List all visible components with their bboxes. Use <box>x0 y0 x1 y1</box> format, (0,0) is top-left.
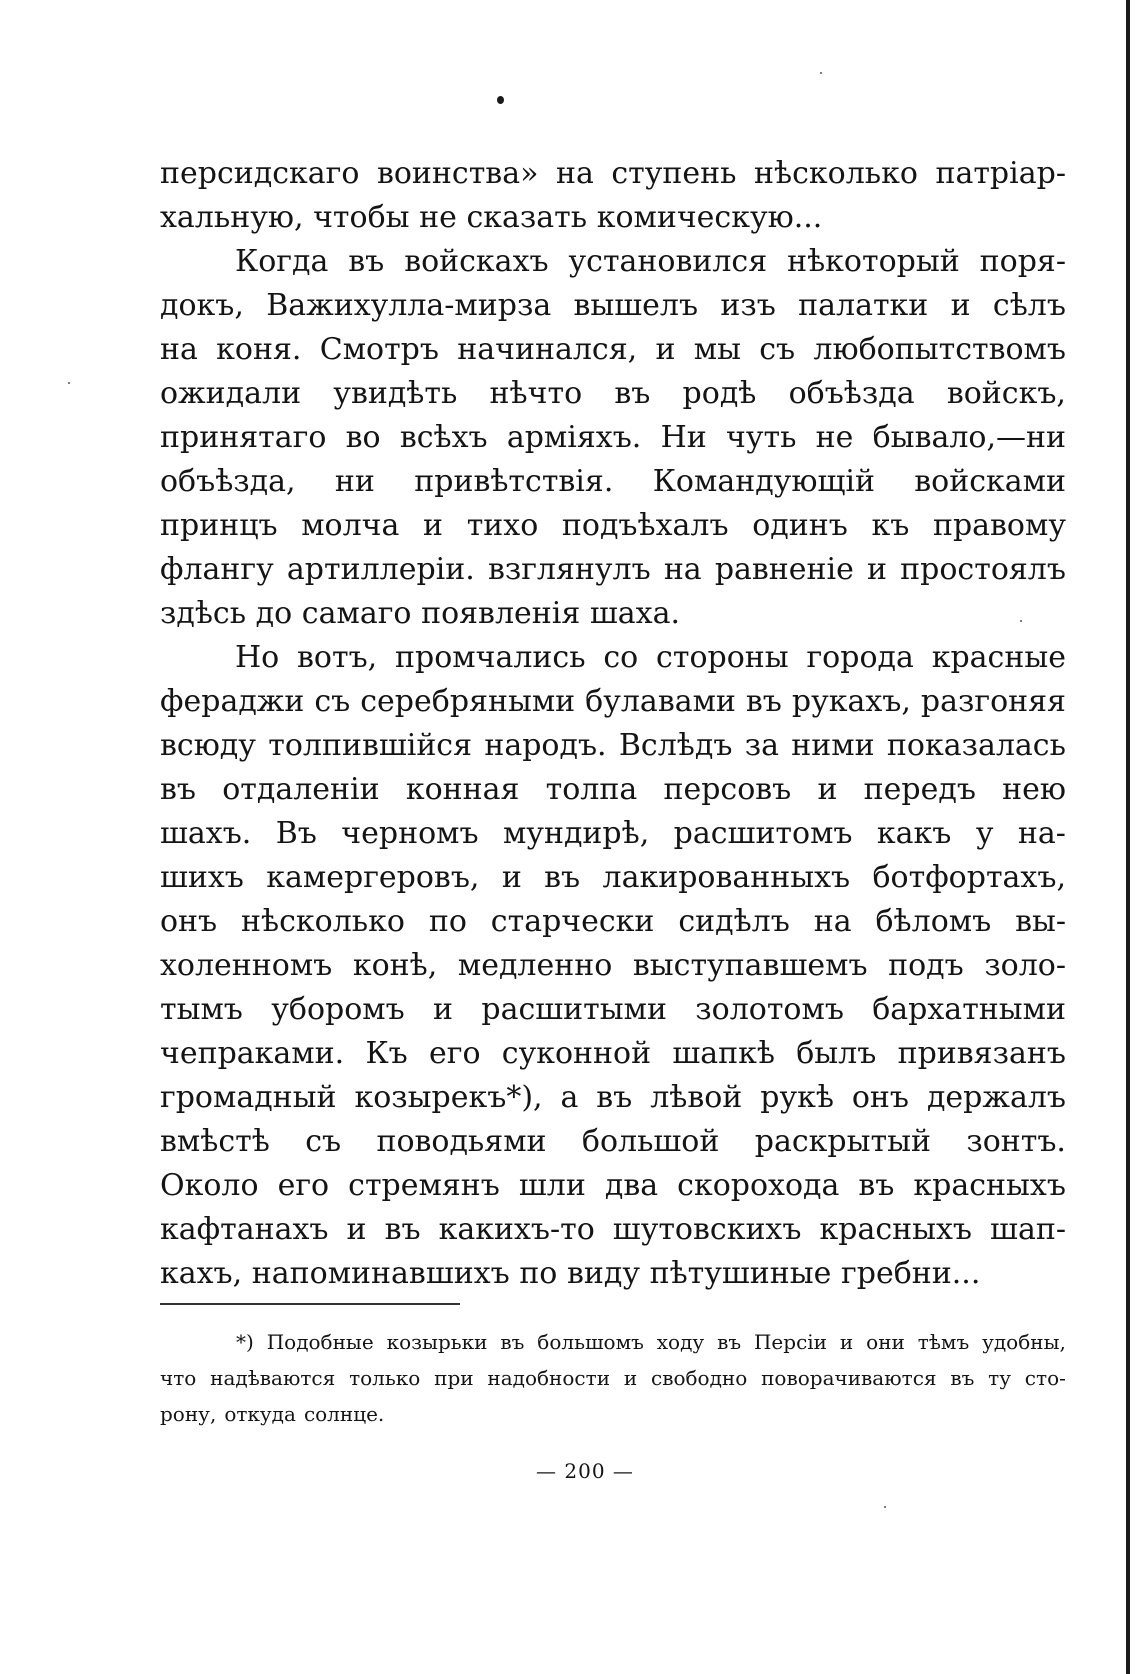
word: и <box>817 772 838 807</box>
word: и <box>950 288 971 323</box>
word: города <box>806 640 914 675</box>
page-edge-shadow <box>1126 0 1130 1674</box>
word: палатки <box>798 288 929 323</box>
word: ожидали <box>160 376 302 411</box>
word: красные <box>931 640 1066 675</box>
word: бархатными <box>872 992 1066 1027</box>
word: громадный <box>160 1080 337 1115</box>
word: красныхъ <box>913 1168 1066 1203</box>
speck <box>884 1506 886 1508</box>
speck <box>820 72 822 74</box>
word: ту <box>988 1366 1011 1390</box>
word: тымъ <box>160 992 243 1027</box>
word: выступавшемъ <box>632 948 868 983</box>
text-line <box>160 328 1066 372</box>
word: флангу <box>160 552 274 587</box>
word: на <box>555 156 594 191</box>
word: большой <box>581 1124 720 1159</box>
word: съ <box>759 332 796 367</box>
word: начинался, <box>457 332 638 367</box>
word: и <box>501 860 522 895</box>
word: народъ. <box>484 728 607 763</box>
word: старчески <box>490 904 655 939</box>
text-line <box>160 944 1066 988</box>
word: и <box>655 332 676 367</box>
word: въ <box>384 1212 421 1247</box>
word: къ <box>871 508 910 543</box>
text-line <box>160 1208 1066 1252</box>
word: съ <box>314 684 351 719</box>
word: расшитыми <box>481 992 667 1027</box>
word: Когда <box>235 244 329 279</box>
word: въ <box>950 1366 975 1390</box>
word: любопытствомъ <box>813 332 1066 367</box>
word: сто- <box>1024 1366 1066 1390</box>
word: взглянулъ <box>487 552 651 587</box>
word: установился <box>568 244 768 279</box>
word: здѣсь <box>160 596 247 631</box>
word: сѣлъ <box>992 288 1066 323</box>
word: принцъ <box>160 508 278 543</box>
word: появленія <box>421 596 581 631</box>
word: нѣсколько <box>754 156 918 191</box>
word: Около <box>160 1168 259 1203</box>
word: лакированныхъ <box>602 860 851 895</box>
word: по <box>519 1256 558 1291</box>
word: рукахъ, <box>791 684 911 719</box>
footnote <box>160 1324 1066 1432</box>
ink-mark <box>497 96 504 104</box>
word: арміяхъ. <box>506 420 642 455</box>
word: онъ <box>160 904 218 939</box>
word: въ <box>160 772 196 807</box>
word: большомъ <box>537 1330 644 1354</box>
word: Подобные <box>266 1330 374 1354</box>
word: персидскаго <box>160 156 360 191</box>
word: простоялъ <box>900 552 1066 587</box>
text-line <box>160 372 1066 416</box>
word: шахъ. <box>160 816 252 851</box>
text-line <box>160 1032 1066 1076</box>
word: и <box>423 508 444 543</box>
word: на <box>663 552 702 587</box>
word: на <box>813 904 852 939</box>
word: свободно <box>651 1366 748 1390</box>
word: ходу <box>656 1330 705 1354</box>
word: ни <box>334 464 375 499</box>
text-line <box>160 812 1066 856</box>
word: виду <box>566 1256 640 1291</box>
word: золотомъ <box>695 992 844 1027</box>
word: принятаго <box>160 420 327 455</box>
text-line <box>160 548 1066 592</box>
body-text <box>160 152 1066 1296</box>
word: Важихулла-мирза <box>266 288 552 323</box>
word: его <box>429 1036 481 1071</box>
word: стороны <box>656 640 789 675</box>
speck <box>68 382 70 384</box>
text-line <box>160 240 1066 284</box>
footnote-line <box>160 1396 1066 1432</box>
word: поводьями <box>376 1124 547 1159</box>
word: у <box>975 816 994 851</box>
word: бѣломъ <box>875 904 992 939</box>
word: передъ <box>863 772 976 807</box>
word: артиллеріи. <box>286 552 475 587</box>
text-line <box>160 1120 1066 1164</box>
word: гребни... <box>841 1256 981 1291</box>
word: лѣвой <box>650 1080 743 1115</box>
word: объѣзда <box>788 376 915 411</box>
word: Командующій <box>652 464 875 499</box>
word: сказать <box>466 200 588 235</box>
text-line <box>160 1164 1066 1208</box>
word: мундирѣ, <box>502 816 650 851</box>
word: въ <box>596 1080 633 1115</box>
word: тихо <box>466 508 539 543</box>
word: уборомъ <box>271 992 405 1027</box>
word: козырекъ*), <box>354 1080 543 1115</box>
word: камергеровъ, <box>266 860 480 895</box>
word: персовъ <box>663 772 792 807</box>
word: что <box>160 1366 197 1390</box>
word: и <box>433 992 454 1027</box>
text-line <box>160 416 1066 460</box>
word: былъ <box>796 1036 877 1071</box>
word: бывало,—ни <box>872 420 1066 455</box>
word: во <box>345 420 381 455</box>
word: коня. <box>216 332 302 367</box>
word: и <box>623 1366 638 1390</box>
word: зонтъ. <box>966 1124 1066 1159</box>
word: расшитомъ <box>673 816 853 851</box>
footnote-line <box>160 1360 1066 1396</box>
text-line <box>160 768 1066 812</box>
word: родѣ <box>682 376 757 411</box>
text-line <box>160 724 1066 768</box>
word: воинства» <box>376 156 539 191</box>
word: а <box>560 1080 579 1115</box>
text-line <box>160 1076 1066 1120</box>
word: его <box>277 1168 330 1203</box>
word: на- <box>1017 816 1066 851</box>
word: и <box>867 552 888 587</box>
word: толпа <box>545 772 638 807</box>
text-line <box>160 988 1066 1032</box>
word: рукѣ <box>760 1080 834 1115</box>
word: какихъ-то <box>438 1212 595 1247</box>
word: и <box>346 1212 367 1247</box>
word: напоминавшихъ <box>251 1256 510 1291</box>
word: нѣчто <box>489 376 583 411</box>
word: въ <box>614 376 651 411</box>
text-line <box>160 900 1066 944</box>
word: ботфортахъ, <box>872 860 1066 895</box>
text-line <box>160 284 1066 328</box>
word: до <box>255 596 293 631</box>
word: черномъ <box>341 816 479 851</box>
word: не <box>419 200 457 235</box>
word: привязанъ <box>897 1036 1066 1071</box>
word: серебряными <box>360 684 576 719</box>
word: тѣмъ <box>917 1330 970 1354</box>
word: козырьки <box>386 1330 488 1354</box>
word: кахъ, <box>160 1256 243 1291</box>
word: два <box>604 1168 659 1203</box>
word: показалась <box>886 728 1066 763</box>
word: Вслѣдъ <box>618 728 733 763</box>
word: чепраками. <box>160 1036 345 1071</box>
word: самаго <box>301 596 412 631</box>
word: правому <box>932 508 1066 543</box>
word: кафтанахъ <box>160 1212 329 1247</box>
word: со <box>603 640 639 675</box>
word: разгоняя <box>920 684 1066 719</box>
word: привѣтствія. <box>414 464 614 499</box>
word: поря- <box>979 244 1066 279</box>
word: какъ <box>876 816 952 851</box>
word: въ <box>745 684 782 719</box>
word: чуть <box>725 420 797 455</box>
word: Смотръ <box>319 332 439 367</box>
word: чтобы <box>313 200 410 235</box>
text-line <box>160 460 1066 504</box>
word: нѣкоторый <box>787 244 960 279</box>
word: вы- <box>1015 904 1066 939</box>
word: молча <box>301 508 400 543</box>
word: только <box>349 1366 421 1390</box>
word: толпившійся <box>268 728 473 763</box>
word: одинъ <box>752 508 848 543</box>
word: по <box>428 904 467 939</box>
text-line <box>160 680 1066 724</box>
word: не <box>815 420 854 455</box>
word: въ <box>544 860 581 895</box>
word: всюду <box>160 728 256 763</box>
page-number: — 200 — <box>536 1459 634 1483</box>
word: увидѣть <box>333 376 458 411</box>
word: Персіи <box>753 1330 827 1354</box>
word: вмѣстѣ <box>160 1124 270 1159</box>
word: шли <box>518 1168 586 1203</box>
word: мы <box>693 332 741 367</box>
word: войскахъ <box>404 244 549 279</box>
word: конная <box>405 772 520 807</box>
word: конѣ, <box>352 948 438 983</box>
word: докъ, <box>160 288 244 323</box>
word: съ <box>305 1124 342 1159</box>
word: держалъ <box>926 1080 1066 1115</box>
word: *) <box>236 1330 254 1354</box>
word: и <box>839 1330 854 1354</box>
word: хальную, <box>160 200 304 235</box>
text-line <box>160 504 1066 548</box>
word: вотъ, <box>297 640 378 675</box>
word: Но <box>235 640 280 675</box>
word: вышелъ <box>573 288 699 323</box>
word: въ <box>348 244 385 279</box>
word: сидѣлъ <box>678 904 790 939</box>
word: скорохода <box>677 1168 840 1203</box>
word: пѣтушиные <box>649 1256 832 1291</box>
word: стремянъ <box>348 1168 500 1203</box>
footnote-line <box>160 1324 1066 1360</box>
word: объѣзда, <box>160 464 296 499</box>
word: откуда <box>224 1402 296 1426</box>
word: шихъ <box>160 860 244 895</box>
word: ступень <box>611 156 737 191</box>
word: надобности <box>487 1366 611 1390</box>
word: отдаленіи <box>222 772 380 807</box>
word: надѣваются <box>210 1366 336 1390</box>
word: рону, <box>160 1402 217 1426</box>
word: всѣхъ <box>399 420 488 455</box>
word: золо- <box>984 948 1066 983</box>
word: шутовскихъ <box>612 1212 802 1247</box>
word: шапкѣ <box>672 1036 775 1071</box>
word: суконной <box>501 1036 652 1071</box>
word: шаха. <box>589 596 680 631</box>
word: въ <box>717 1330 742 1354</box>
text-line <box>160 152 1066 196</box>
word: нею <box>1002 772 1066 807</box>
word: въ <box>500 1330 525 1354</box>
word: булавами <box>585 684 736 719</box>
text-line <box>160 592 1066 636</box>
word: Ни <box>660 420 707 455</box>
word: комическую... <box>596 200 823 235</box>
word: Въ <box>275 816 317 851</box>
word: на <box>160 332 198 367</box>
word: равненіе <box>714 552 854 587</box>
word: подъѣхалъ <box>561 508 729 543</box>
word: ними <box>791 728 875 763</box>
word: фераджи <box>160 684 305 719</box>
word: они <box>866 1330 905 1354</box>
word: удобны, <box>982 1330 1066 1354</box>
word: онъ <box>851 1080 910 1115</box>
word: Къ <box>365 1036 408 1071</box>
text-line <box>160 636 1066 680</box>
word: нѣсколько <box>241 904 405 939</box>
word: промчались <box>395 640 586 675</box>
word: раскрытый <box>754 1124 931 1159</box>
word: войскъ, <box>946 376 1066 411</box>
word: подъ <box>888 948 964 983</box>
word: за <box>744 728 779 763</box>
word: красныхъ <box>819 1212 973 1247</box>
word: холенномъ <box>160 948 333 983</box>
text-line <box>160 856 1066 900</box>
word: медленно <box>457 948 613 983</box>
footnote-separator <box>160 1303 460 1305</box>
word: при <box>434 1366 474 1390</box>
word: патріар- <box>935 156 1066 191</box>
word: солнце. <box>303 1402 385 1426</box>
text-line <box>160 1252 1066 1296</box>
word: войсками <box>914 464 1066 499</box>
word: поворачиваются <box>761 1366 937 1390</box>
word: шап- <box>990 1212 1066 1247</box>
word: изъ <box>720 288 776 323</box>
word: въ <box>858 1168 895 1203</box>
text-line <box>160 196 1066 240</box>
